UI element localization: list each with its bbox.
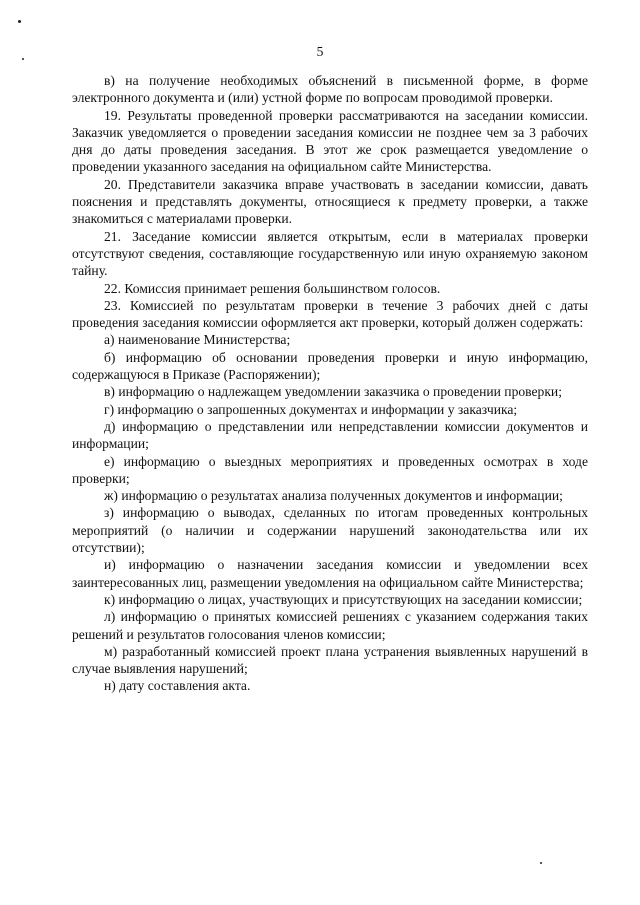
scan-speck [540, 862, 542, 864]
list-item: к) информацию о лицах, участвующих и присутствующих на заседании комиссии; [104, 591, 583, 607]
list-item: д) информацию о представлении или непредставлении комиссии документов и информации; [72, 418, 588, 452]
document-body [72, 72, 588, 695]
paragraph: 22. Комиссия принимает решения большинством голосов. [104, 280, 441, 296]
list-item: в) информацию о надлежащем уведомлении заказчика о проведении проверки; [104, 384, 562, 400]
paragraph: 19. Результаты проведенной проверки рассматриваются на заседании комиссии. Заказчик уведомляется о проведении заседания комиссии не позднее чем за 3 рабочих дня до даты проведения заседания. В этот же срок размещается уведомление о проведении указанного заседания на официальном сайте Министерства. [72, 107, 588, 175]
list-item: з) информацию о выводах, сделанных по итогам проведенных контрольных мероприятий (о наличии и содержании нарушений законодательства или их отсутствии); [72, 505, 588, 556]
list-item: е) информацию о выездных мероприятиях и проведенных осмотрах в ходе проверки; [72, 453, 588, 486]
list-item: а) наименование Министерства; [104, 332, 291, 348]
paragraph: 23. Комиссией по результатам проверки в течение 3 рабочих дней с даты проведения заседания комиссии оформляется акт проверки, который должен содержать: [72, 297, 588, 331]
list-item: и) информацию о назначении заседания комиссии и уведомлении всех заинтересованных лиц, размещении уведомления на официальном сайте Министерства; [72, 557, 588, 590]
list-item: г) информацию о запрошенных документах и информации у заказчика; [104, 401, 518, 417]
scan-speck [18, 20, 21, 23]
paragraph: в) на получение необходимых объяснений в письменной форме, в форме электронного документа и (или) устной форме по вопросам проводимой проверки. [72, 73, 588, 106]
paragraph: 20. Представители заказчика вправе участвовать в заседании комиссии, давать пояснения и представлять документы, относящиеся к предмету проверки, а также знакомиться с материалами проверки. [72, 176, 588, 227]
list-item: л) информацию о принятых комиссией решениях с указанием содержания таких решений и результатов голосования членов комиссии; [72, 609, 588, 642]
list-item: б) информацию об основании проведения проверки и иную информацию, содержащуюся в Приказе (Распоряжении); [72, 349, 588, 383]
list-item: ж) информацию о результатах анализа полученных документов и информации; [104, 488, 563, 504]
paragraph: 21. Заседание комиссии является открытым, если в материалах проверки отсутствуют сведения, составляющие государственную или иную охраняемую законом тайну. [72, 228, 588, 279]
list-item: м) разработанный комиссией проект плана устранения выявленных нарушений в случае выявления нарушений; [72, 643, 588, 677]
page-number: 5 [316, 44, 324, 59]
list-item: н) дату составления акта. [104, 678, 251, 694]
